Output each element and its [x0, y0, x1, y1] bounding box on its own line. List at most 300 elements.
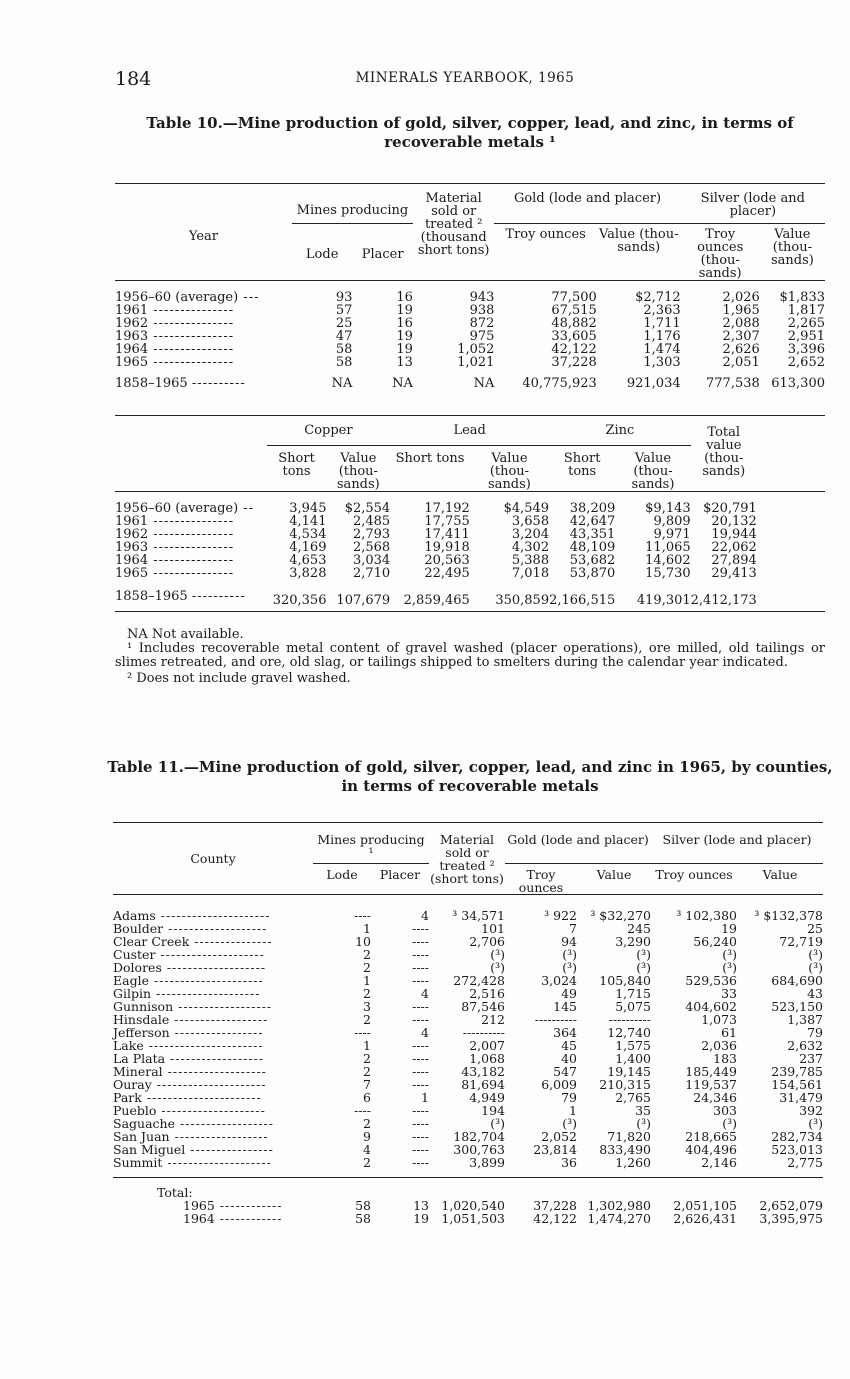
table11-row-material: (³) — [490, 960, 505, 975]
total2-cu-val: 107,679 — [336, 593, 391, 608]
table11-row-gold_val: 3,290 — [615, 934, 651, 949]
table10-part2-row-pb_tons: 20,563 — [424, 553, 470, 568]
table11-row-silver_oz: 33 — [721, 986, 737, 1001]
table11-row-silver_val: (³) — [808, 960, 823, 975]
table10-row-gold_val: 1,474 — [643, 342, 681, 357]
table11-row-material: 4,949 — [469, 1090, 505, 1105]
table10-part2-row-cu_val: 2,485 — [352, 514, 391, 529]
table11-row-gold_oz: 79 — [561, 1090, 577, 1105]
table11-row-gold_oz: 49 — [561, 986, 577, 1001]
table10-part2-row-zn_tons: 53,682 — [569, 553, 616, 568]
table11-row-gold_oz: 40 — [561, 1051, 577, 1066]
table11-row-silver_oz: 2,146 — [701, 1155, 737, 1170]
t11-gold-troy-header: Troy ounces — [518, 867, 564, 895]
table11-total-row-material: 1,020,540 — [441, 1198, 505, 1213]
table11-row-gold_oz: 1 — [569, 1103, 577, 1118]
table10-part2-row-pb_val: $4,549 — [503, 501, 550, 516]
table10-row-placer: 13 — [396, 355, 413, 370]
table11-total-row-placer: 13 — [413, 1198, 429, 1213]
table11-row-silver_val: 79 — [807, 1025, 823, 1040]
table11-body — [113, 909, 823, 1169]
table10-row-silver_val: 3,396 — [787, 342, 825, 357]
table11-row-gold_val: 210,315 — [599, 1077, 651, 1092]
table11-row-lode: ---- — [354, 908, 371, 923]
table10-part2-row — [115, 567, 825, 580]
table10-row-gold_val: 2,363 — [643, 303, 681, 318]
table11-row-silver_val: 154,561 — [771, 1077, 823, 1092]
t11-material-header: Material sold or treated ² (short tons) — [430, 832, 504, 886]
table11-row-lode: 2 — [363, 986, 371, 1001]
total-silver-oz: 777,538 — [706, 376, 760, 391]
table11-row-gold_val: 19,145 — [607, 1064, 651, 1079]
table10-row-placer: 19 — [396, 303, 413, 318]
table11-row-material: 101 — [481, 921, 505, 936]
table11-row-silver_oz: 303 — [713, 1103, 737, 1118]
table11-row-lode: 4 — [363, 1142, 371, 1157]
table11-row-silver_oz: 218,665 — [685, 1129, 737, 1144]
table11-row-silver_val: 523,150 — [771, 999, 823, 1014]
silver-troy-ounces-header: Troy ounces (thou- sands) — [697, 227, 744, 281]
table11-row-silver_val: (³) — [808, 1116, 823, 1131]
table11-row-silver_val: 72,719 — [779, 934, 823, 949]
table10-part2-row-pb_val: 5,388 — [511, 553, 550, 568]
table11-row-placer: ---- — [412, 999, 429, 1014]
table11-total-row-gold_val: 1,302,980 — [587, 1198, 651, 1213]
table11-row-silver_oz: 185,449 — [685, 1064, 737, 1079]
table11-row-gold_oz: (³) — [562, 947, 577, 962]
total-year: 1858–1965 ---------- — [115, 376, 246, 391]
gold-value-header: Value (thou- sands) — [598, 227, 679, 255]
table11-row-gold_val: 35 — [635, 1103, 651, 1118]
table10-part2-row-cu_tons: 3,828 — [289, 566, 327, 581]
table11-totals — [113, 1199, 823, 1225]
table11-row-silver_val: (³) — [808, 947, 823, 962]
table11-total-row-placer: 19 — [413, 1211, 429, 1226]
table10-row-placer: 19 — [396, 342, 413, 357]
total2-zn-tons: 2,166,515 — [549, 593, 616, 608]
table11-row-gold_val: (³) — [636, 947, 651, 962]
table10-part2-row-zn_tons: 53,870 — [569, 566, 616, 581]
table11-row-gold_val: 1,715 — [615, 986, 651, 1001]
table11-row-gold_oz: (³) — [562, 960, 577, 975]
table10-part2-row-total: 22,062 — [711, 540, 757, 555]
table11-row-placer: 4 — [421, 908, 429, 923]
table10-row-label: 1962 --------------- — [115, 316, 235, 331]
table11-row-lode: 2 — [363, 1051, 371, 1066]
table11-row-gold_oz: 2,052 — [541, 1129, 577, 1144]
table11-row-placer: ---- — [412, 1142, 429, 1157]
table11-row-gold_oz: 547 — [553, 1064, 577, 1079]
table11-row-silver_val: 392 — [799, 1103, 823, 1118]
zinc-value-header: Value (thou- sands) — [631, 451, 675, 492]
table11-row-lode: 7 — [363, 1077, 371, 1092]
zinc-header: Zinc — [549, 416, 691, 446]
silver-value-header: Value (thou- sands) — [770, 227, 814, 268]
table11-row-label: Boulder ------------------- — [113, 921, 268, 936]
table11-row-silver_oz: 2,036 — [701, 1038, 737, 1053]
t11-gold-header: Gold (lode and placer) — [505, 823, 651, 864]
table11-row-lode: 2 — [363, 1155, 371, 1170]
table11-row-label: San Juan ------------------ — [113, 1129, 269, 1144]
table10-row-material: 1,021 — [457, 355, 495, 370]
table10-part2-row-label: 1964 --------------- — [115, 553, 235, 568]
table11-row-lode: ---- — [354, 1103, 371, 1118]
table10-part2-row-cu_val: 3,034 — [352, 553, 391, 568]
table11-row-silver_oz: (³) — [722, 947, 737, 962]
table11-row-placer: ---- — [412, 1116, 429, 1131]
table11-row-material: 194 — [481, 1103, 505, 1118]
table10-row-silver_val: 2,652 — [787, 355, 825, 370]
table11-row-placer: ---- — [412, 1077, 429, 1092]
lode-header: Lode — [305, 247, 339, 262]
table11-row-placer: ---- — [412, 973, 429, 988]
table11-row-material: (³) — [490, 947, 505, 962]
t11-silver-troy-header: Troy ounces — [655, 867, 733, 882]
table10-row-silver_oz: 2,051 — [722, 355, 760, 370]
table11-title-line2: in terms of recoverable metals — [341, 777, 599, 795]
table11-row-label: La Plata ------------------ — [113, 1051, 265, 1066]
table11-row-placer: ---- — [412, 947, 429, 962]
table10-part2-row-label: 1956–60 (average) -- — [115, 501, 255, 516]
table11-row-material: 300,763 — [453, 1142, 505, 1157]
table11-row-material: ---------- — [462, 1025, 505, 1040]
table11-row-silver_val: 43 — [807, 986, 823, 1001]
table11-row-placer: ---- — [412, 960, 429, 975]
table11-row-gold_val: 5,075 — [615, 999, 651, 1014]
table10-row-label: 1956–60 (average) --- — [115, 290, 260, 305]
table10-row — [115, 356, 825, 369]
t11-silver-value-header: Value — [762, 867, 798, 882]
table11-row-material: 2,706 — [469, 934, 505, 949]
table11-row-material: 212 — [481, 1012, 505, 1027]
table11-total-row-label: 1965 ------------ — [183, 1198, 283, 1213]
table10-part2-row-pb_val: 3,204 — [511, 527, 550, 542]
table11-row-gold_oz: 94 — [561, 934, 577, 949]
table11-row-lode: 1 — [363, 973, 371, 988]
table10-row-material: 975 — [469, 329, 495, 344]
table10-row-gold_oz: 37,228 — [551, 355, 597, 370]
table10-part2-row-zn_tons: 38,209 — [569, 501, 616, 516]
table11-row-silver_oz: ³ 102,380 — [676, 908, 737, 923]
table11-row-silver_oz: 24,346 — [693, 1090, 737, 1105]
t11-silver-header: Silver (lode and placer) — [651, 823, 823, 864]
table11-row-lode: 10 — [355, 934, 371, 949]
table10-part2-row-total: 19,944 — [711, 527, 757, 542]
copper-header: Copper — [267, 416, 391, 446]
table10-row-silver_oz: 2,026 — [722, 290, 760, 305]
table11-row-placer: ---- — [412, 1064, 429, 1079]
table10-row-placer: 19 — [396, 329, 413, 344]
zinc-short-tons-header: Short tons — [563, 451, 601, 479]
mines-producing-header: Mines producing — [292, 184, 413, 224]
table11-row-lode: 2 — [363, 1064, 371, 1079]
table11-row — [113, 1156, 823, 1169]
table11-row-label: Summit -------------------- — [113, 1155, 272, 1170]
table10-row-gold_val: 1,303 — [643, 355, 681, 370]
table11-row-silver_oz: 19 — [721, 921, 737, 936]
table10-part2-row-pb_tons: 17,192 — [424, 501, 470, 516]
table11-total-row-lode: 58 — [355, 1198, 371, 1213]
table11-row-silver_oz: 404,602 — [685, 999, 737, 1014]
table11-row-label: Jefferson ----------------- — [113, 1025, 264, 1040]
table11-row-lode: 2 — [363, 947, 371, 962]
table11-row-lode: 3 — [363, 999, 371, 1014]
table11-row-gold_oz: ---------- — [534, 1012, 577, 1027]
placer-header: Placer — [361, 247, 404, 262]
total2-total: 2,412,173 — [690, 593, 757, 608]
table11-row-silver_val: 237 — [799, 1051, 823, 1066]
table11-row-label: Eagle --------------------- — [113, 973, 264, 988]
table11-row-gold_val: 245 — [627, 921, 651, 936]
table10-part2-row-cu_tons: 4,169 — [289, 540, 327, 555]
table11-total-row-gold_oz: 37,228 — [533, 1198, 577, 1213]
table11-row-placer: ---- — [412, 1051, 429, 1066]
table10-row-gold_oz: 42,122 — [551, 342, 597, 357]
table11-row-placer: ---- — [412, 921, 429, 936]
table10-part2-row-pb_tons: 19,918 — [424, 540, 470, 555]
table11-row-lode: ---- — [354, 1025, 371, 1040]
table11-row-gold_val: 833,490 — [599, 1142, 651, 1157]
table11-row-placer: ---- — [412, 1012, 429, 1027]
table11-row-gold_val: ³ $32,270 — [590, 908, 651, 923]
lead-value-header: Value (thou- sands) — [488, 451, 531, 492]
table10-part2-row-cu_val: 2,793 — [352, 527, 391, 542]
table11-row-gold_val: (³) — [636, 960, 651, 975]
total-gold-oz: 40,775,923 — [522, 376, 597, 391]
table10-part2-row-pb_tons: 22,495 — [424, 566, 470, 581]
table10-row-lode: 58 — [335, 342, 353, 357]
table11-row-label: Gilpin -------------------- — [113, 986, 261, 1001]
table11-row-gold_oz: ³ 922 — [544, 908, 577, 923]
table10-part2-row-zn_tons: 48,109 — [569, 540, 616, 555]
table10-row-material: 872 — [469, 316, 495, 331]
table10-row-silver_val: 2,265 — [787, 316, 825, 331]
table11-total-row-material: 1,051,503 — [441, 1211, 505, 1226]
table10-part2-row-pb_val: 7,018 — [511, 566, 550, 581]
table11-row-silver_oz: 119,537 — [685, 1077, 737, 1092]
table10-row-gold_oz: 77,500 — [551, 290, 597, 305]
table11-total-row — [113, 1212, 823, 1225]
table11-row-gold_val: (³) — [636, 1116, 651, 1131]
table11-row-material: 81,694 — [461, 1077, 505, 1092]
table11-row-material: 43,182 — [461, 1064, 505, 1079]
table10-part2-row-zn_val: 11,065 — [645, 540, 691, 555]
table11-row-label: Saguache ------------------ — [113, 1116, 274, 1131]
table10-row-silver_oz: 1,965 — [722, 303, 760, 318]
table11-row-silver_oz: 1,073 — [701, 1012, 737, 1027]
table10-row-silver_oz: 2,626 — [722, 342, 760, 357]
table11-total-row-silver_oz: 2,626,431 — [673, 1211, 737, 1226]
table11-row-material: 3,899 — [469, 1155, 505, 1170]
table11-row-material: (³) — [490, 1116, 505, 1131]
total-placer: NA — [392, 376, 413, 391]
table11-row-gold_oz: 364 — [553, 1025, 577, 1040]
table10-part2-row-zn_val: 14,602 — [645, 553, 691, 568]
table10-row-silver_oz: 2,307 — [722, 329, 760, 344]
table10-part2-total-row — [115, 590, 825, 612]
table11-row-placer: ---- — [412, 934, 429, 949]
table10-part2-row-total: $20,791 — [703, 501, 757, 516]
table11-row-gold_val: 1,575 — [615, 1038, 651, 1053]
table11-row-label: Park ---------------------- — [113, 1090, 262, 1105]
table10-row-lode: 25 — [335, 316, 353, 331]
table11-row-silver_oz: 404,496 — [685, 1142, 737, 1157]
table10-part2-body — [115, 502, 825, 580]
total2-zn-val: 419,301 — [636, 593, 691, 608]
table11-row-gold_oz: 3,024 — [541, 973, 577, 988]
table11-row-silver_oz: (³) — [722, 1116, 737, 1131]
total-value-header: Total value (thou- sands) — [702, 425, 746, 479]
table10-row-material: 1,052 — [457, 342, 495, 357]
table11-row-lode: 6 — [363, 1090, 371, 1105]
table11-row-gold_val: 1,400 — [615, 1051, 651, 1066]
table11-row-silver_oz: 61 — [721, 1025, 737, 1040]
table11-row-silver_val: 239,785 — [771, 1064, 823, 1079]
silver-header: Silver (lode and placer) — [681, 184, 825, 224]
table11-row-gold_oz: 6,009 — [541, 1077, 577, 1092]
table10-part1-total-row — [115, 377, 825, 390]
county-header: County — [190, 851, 236, 866]
table11-row-gold_val: 71,820 — [607, 1129, 651, 1144]
table10-title — [110, 114, 830, 152]
table11-row-label: Gunnison ------------------ — [113, 999, 273, 1014]
table11-total-row-lode: 58 — [355, 1211, 371, 1226]
table11-row-lode: 1 — [363, 1038, 371, 1053]
table11-title — [90, 758, 850, 796]
table11-row-gold_val: 105,840 — [599, 973, 651, 988]
table11-row-placer: ---- — [412, 1129, 429, 1144]
table11-row-silver_val: 1,387 — [787, 1012, 823, 1027]
total2-pb-tons: 2,859,465 — [403, 593, 470, 608]
table11-row-lode: 2 — [363, 1012, 371, 1027]
table10-part2-row-total: 27,894 — [711, 553, 757, 568]
table11-row-label: Lake ---------------------- — [113, 1038, 264, 1053]
total2-pb-val: 350,859 — [495, 593, 550, 608]
table11-row-silver_oz: 183 — [713, 1051, 737, 1066]
table11-row-label: Mineral ------------------- — [113, 1064, 267, 1079]
table10-part2-row-label: 1965 --------------- — [115, 566, 235, 581]
table11-row-silver_val: 2,632 — [787, 1038, 823, 1053]
table10-row-gold_val: 1,711 — [643, 316, 681, 331]
table10-row-material: 938 — [469, 303, 495, 318]
table10-row-lode: 57 — [335, 303, 353, 318]
table11-row-material: 2,007 — [469, 1038, 505, 1053]
table11-row-material: 2,516 — [469, 986, 505, 1001]
table11-total-label-row — [113, 1178, 823, 1200]
table11-row-placer: ---- — [412, 1155, 429, 1170]
table10-row-silver_val: 2,951 — [787, 329, 825, 344]
table10-part2-row-cu_val: $2,554 — [344, 501, 391, 516]
table11-row-label: Ouray --------------------- — [113, 1077, 267, 1092]
table11-row-silver_val: ³ $132,378 — [754, 908, 823, 923]
table11-row-material: 272,428 — [453, 973, 505, 988]
table11-row-placer: 1 — [421, 1090, 429, 1105]
table11-row-lode: 2 — [363, 1116, 371, 1131]
table10-footnotes — [115, 628, 825, 686]
table10-title-line1: Table 10.—Mine production of gold, silver, copper, lead, and zinc, in terms of — [146, 114, 794, 132]
table11-row-placer: 4 — [421, 986, 429, 1001]
running-head: MINERALS YEARBOOK, 1965 — [355, 70, 575, 86]
total-silver-val: 613,300 — [771, 376, 825, 391]
table11-row-lode: 1 — [363, 921, 371, 936]
table10-part2-row-pb_val: 3,658 — [511, 514, 550, 529]
table10-part1-body — [115, 291, 825, 369]
table10-part2-row-zn_val: 15,730 — [645, 566, 691, 581]
table10-row-lode: 47 — [335, 329, 353, 344]
table10-part2-row-cu_tons: 4,653 — [289, 553, 327, 568]
table11-row-gold_oz: 23,814 — [533, 1142, 577, 1157]
table11-total-row-gold_oz: 42,122 — [533, 1211, 577, 1226]
total2-year: 1858–1965 ---------- — [115, 589, 246, 604]
table10-part2-row-pb_val: 4,302 — [511, 540, 550, 555]
table11-row-gold_val: ---------- — [608, 1012, 651, 1027]
table11-row-gold_oz: (³) — [562, 1116, 577, 1131]
t11-mines-producing-header: Mines producing ¹ — [313, 823, 429, 864]
t11-gold-value-header: Value — [596, 867, 632, 882]
table10-row-placer: 16 — [396, 290, 413, 305]
table11-row-material: 87,546 — [461, 999, 505, 1014]
table11-row-silver_oz: 529,536 — [685, 973, 737, 988]
table11-total-row-silver_val: 3,395,975 — [759, 1211, 823, 1226]
table11-row-silver_oz: 56,240 — [693, 934, 737, 949]
table10-row-gold_oz: 33,605 — [551, 329, 597, 344]
table11-row-material: 182,704 — [453, 1129, 505, 1144]
table11-row-gold_oz: 7 — [569, 921, 577, 936]
material-header: Material sold or treated ² (thousand short tons) — [417, 191, 490, 258]
table10-row-silver_val: $1,833 — [779, 290, 825, 305]
t11-placer-header: Placer — [379, 867, 421, 882]
copper-value-header: Value (thou- sands) — [336, 451, 380, 492]
table10-part2-row-cu_tons: 4,534 — [289, 527, 327, 542]
table11-row-silver_val: 25 — [807, 921, 823, 936]
table10-row-gold_oz: 48,882 — [551, 316, 597, 331]
table10-part2-row-label: 1961 --------------- — [115, 514, 235, 529]
table10-part2-header-row1 — [115, 416, 825, 446]
year-header: Year — [188, 228, 219, 244]
table10-row-silver_oz: 2,088 — [722, 316, 760, 331]
table11-total-row-silver_val: 2,652,079 — [759, 1198, 823, 1213]
table10-part2 — [115, 415, 825, 612]
table10-row-label: 1965 --------------- — [115, 355, 235, 370]
table10-row-placer: 16 — [396, 316, 413, 331]
total-material: NA — [473, 376, 495, 391]
table10-part2-row-cu_val: 2,568 — [352, 540, 391, 555]
table10-part2-row-pb_tons: 17,411 — [424, 527, 470, 542]
table11-row-gold_oz: 36 — [561, 1155, 577, 1170]
total-gold-val: 921,034 — [626, 376, 681, 391]
table11-row-silver_val: 523,013 — [771, 1142, 823, 1157]
table10-part2-row-label: 1963 --------------- — [115, 540, 235, 555]
table10-part2-row-cu_tons: 3,945 — [289, 501, 327, 516]
table11 — [113, 822, 823, 1225]
total-lode: NA — [331, 376, 353, 391]
table10-row-lode: 58 — [335, 355, 353, 370]
gold-header: Gold (lode and placer) — [494, 184, 680, 224]
table11-row-gold_val: 2,765 — [615, 1090, 651, 1105]
footnote-2: ² Does not include gravel washed. — [127, 671, 351, 686]
table10-part2-row-zn_val: $9,143 — [645, 501, 691, 516]
table11-row-silver_val: 31,479 — [779, 1090, 823, 1105]
table11-row-gold_val: 12,740 — [607, 1025, 651, 1040]
table11-row-label: Clear Creek --------------- — [113, 934, 273, 949]
table11-row-lode: 2 — [363, 960, 371, 975]
t11-total-label: Total: — [157, 1185, 193, 1200]
gold-troy-ounces-header: Troy ounces — [505, 227, 586, 242]
table11-total-row-gold_val: 1,474,270 — [587, 1211, 651, 1226]
table10-part1 — [115, 183, 825, 390]
table10-part2-row-total: 29,413 — [711, 566, 757, 581]
table11-row-placer: ---- — [412, 1103, 429, 1118]
